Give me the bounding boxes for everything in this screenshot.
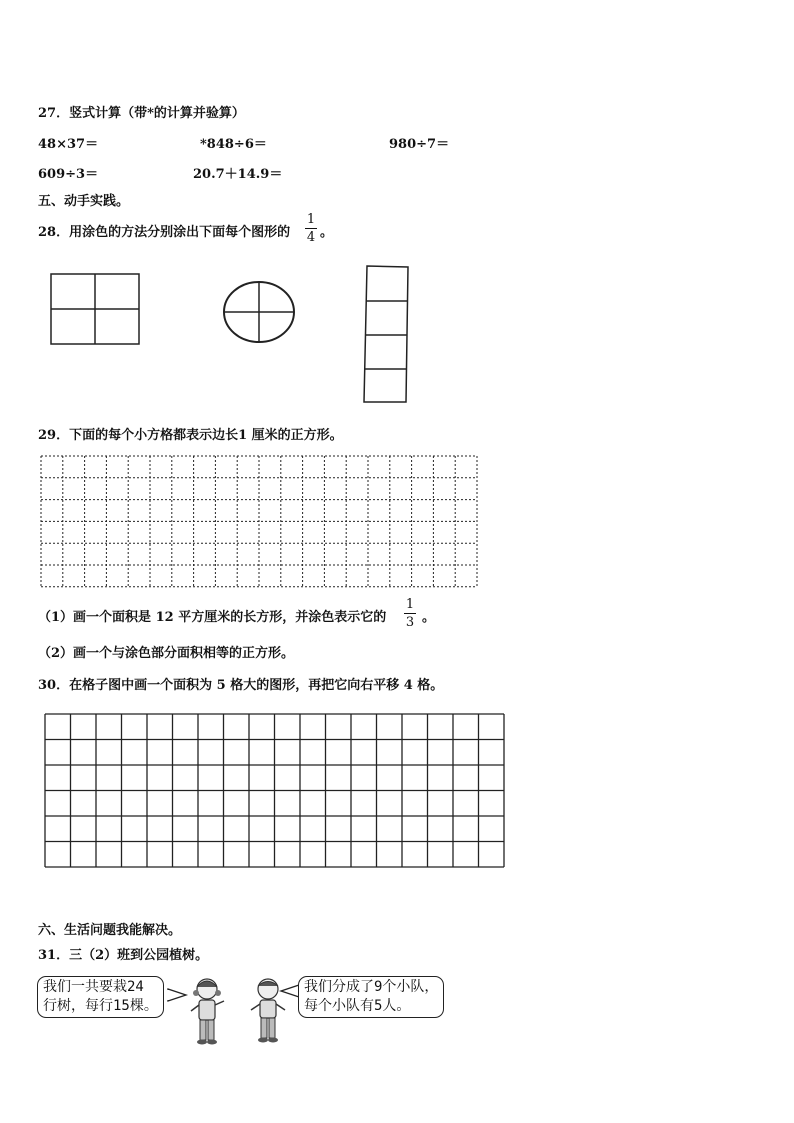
q29-subquestion-2: （2）画一个与涂色部分面积相等的正方形。 (38, 646, 295, 661)
q30-title: 30．在格子图中画一个面积为 5 格大的图形，再把它向右平移 4 格。 (38, 678, 444, 693)
girl-speech-bubble: 我们一共要栽24 行树，每行15棵。 (37, 976, 164, 1018)
fraction-bar (305, 228, 317, 229)
q30-solid-grid[interactable] (44, 713, 506, 869)
q27-item-3: 980÷7＝ (389, 137, 450, 152)
q29-dotted-grid[interactable] (40, 455, 478, 589)
q27-item-4: 609÷3＝ (38, 167, 99, 182)
q27-item-1: 48×37＝ (38, 137, 99, 152)
q28-circle-shape[interactable] (222, 280, 296, 344)
q29-subquestion-1: （1）画一个面积是 12 平方厘米的长方形，并涂色表示它的 (38, 610, 387, 625)
q28-fraction (305, 213, 317, 244)
q29-title: 29．下面的每个小方格都表示边长1 厘米的正方形。 (38, 428, 343, 443)
q28-fraction-denominator: 4 (306, 230, 316, 245)
girl-illustration (187, 977, 227, 1047)
q28-prompt-end: 。 (320, 225, 334, 240)
q29-fraction-numerator: 1 (405, 597, 415, 612)
fraction-bar (404, 613, 416, 614)
q28-fraction-numerator: 1 (306, 212, 316, 227)
q27-item-2: *848÷6＝ (200, 137, 267, 152)
q29-subquestion-1-end: 。 (422, 610, 436, 625)
bubble-tail (279, 985, 299, 999)
q29-fraction (404, 598, 416, 629)
q28-strip-shape[interactable] (362, 264, 410, 404)
section-5-heading: 五、动手实践。 (38, 194, 130, 209)
q27-item-5: 20.7＋14.9＝ (193, 167, 283, 182)
section-6-heading: 六、生活问题我能解决。 (38, 923, 182, 938)
q28-square-shape[interactable] (50, 273, 140, 345)
q28-prompt: 28．用涂色的方法分别涂出下面每个图形的 (38, 225, 291, 240)
boy-speech-bubble: 我们分成了9个小队， 每个小队有5人。 (298, 976, 444, 1018)
bubble-tail (168, 989, 188, 1003)
q27-title: 27．竖式计算（带*的计算并验算） (38, 106, 245, 121)
q29-fraction-denominator: 3 (405, 615, 415, 630)
q31-title: 31．三（2）班到公园植树。 (38, 948, 209, 963)
